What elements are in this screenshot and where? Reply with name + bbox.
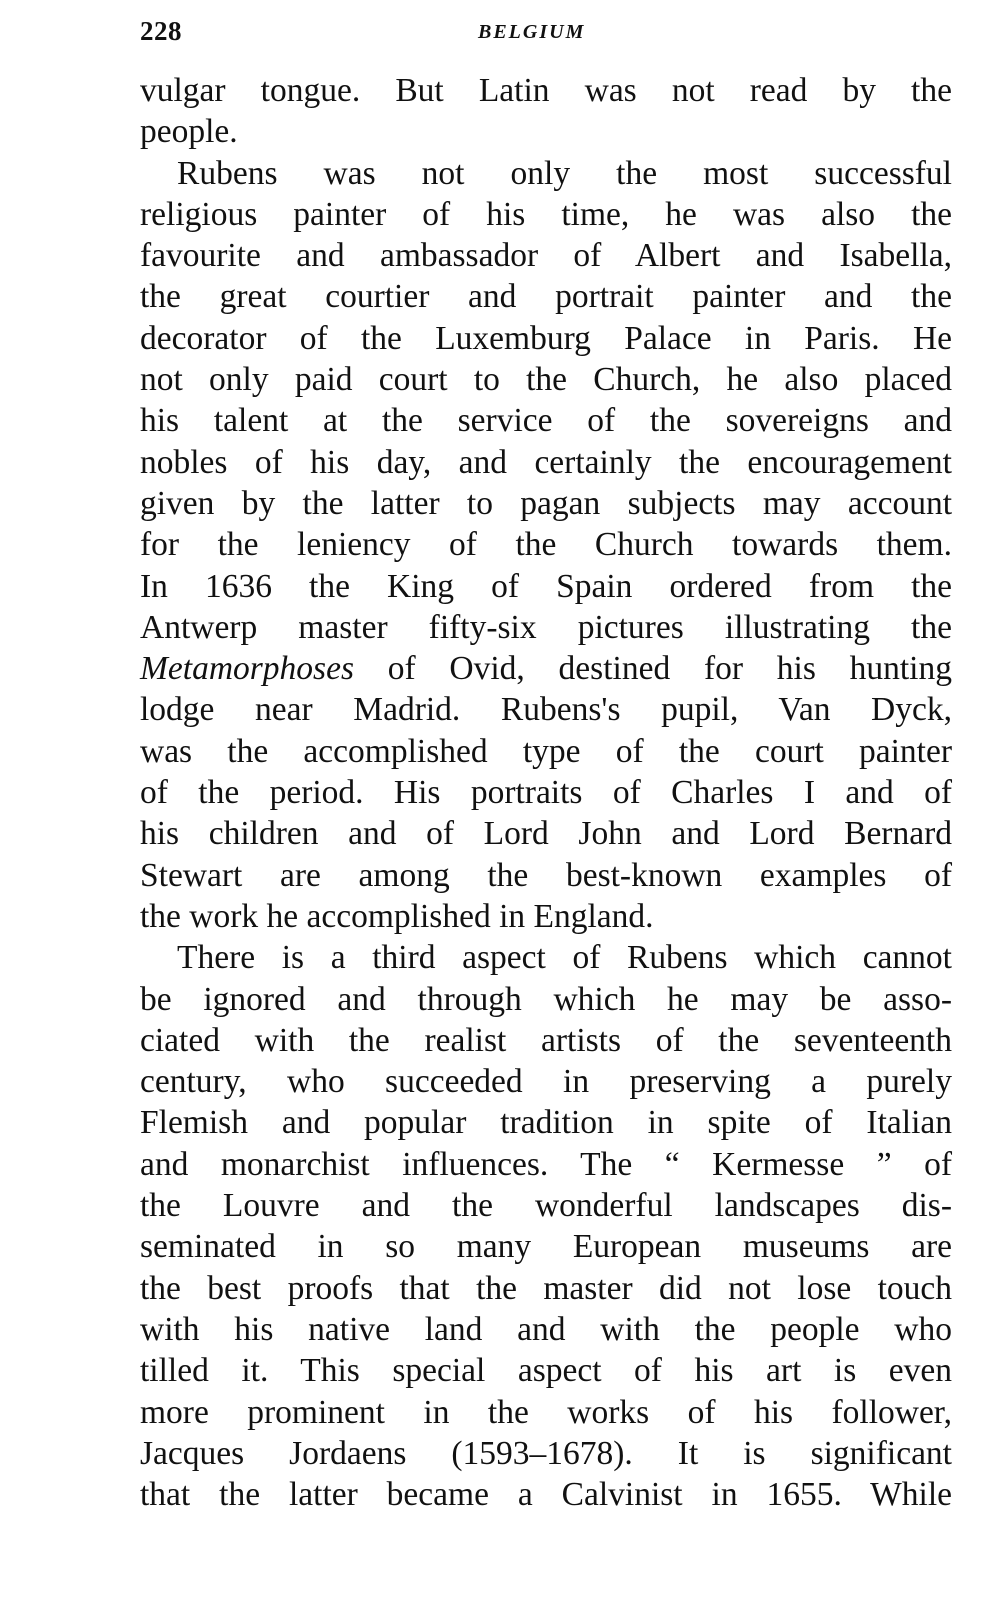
text-line: for the leniency of the Church towards them. xyxy=(140,526,952,564)
text-line: Jacques Jordaens (1593–1678). It is significant xyxy=(140,1434,952,1472)
text-line: tilled it. This special aspect of his art is even xyxy=(140,1352,952,1390)
text-line: of the period. His portraits of Charles I and of xyxy=(140,774,952,812)
text-line: There is a third aspect of Rubens which cannot xyxy=(177,939,952,977)
text-line: more prominent in the works of his follower, xyxy=(140,1393,952,1431)
text-line: In 1636 the King of Spain ordered from the xyxy=(140,567,952,605)
text-line: the work he accomplished in England. xyxy=(140,897,654,935)
text-line: the best proofs that the master did not lose touch xyxy=(140,1269,952,1307)
text-line: Stewart are among the best-known examples of xyxy=(140,856,952,894)
text-line: was the accomplished type of the court painter xyxy=(140,732,952,770)
text-line: Antwerp master fifty-six pictures illustrating the xyxy=(140,608,952,646)
text-line: decorator of the Luxemburg Palace in Paris. He xyxy=(140,319,952,357)
text-line: his children and of Lord John and Lord Bernard xyxy=(140,815,952,853)
text-line: given by the latter to pagan subjects may account xyxy=(140,484,952,522)
text-line: century, who succeeded in preserving a purely xyxy=(140,1063,952,1101)
text-line: with his native land and with the people who xyxy=(140,1310,952,1348)
body-text xyxy=(140,70,952,1515)
page-number: 228 xyxy=(140,16,182,46)
text-line: his talent at the service of the sovereigns and xyxy=(140,402,952,440)
running-head: BELGIUM xyxy=(478,21,586,43)
text-line: vulgar tongue. But Latin was not read by the xyxy=(140,72,952,109)
text-line: lodge near Madrid. Rubens's pupil, Van Dyck, xyxy=(140,691,952,729)
text-line: the great courtier and portrait painter and the xyxy=(140,278,952,316)
text-line: and monarchist influences. The “ Kermesse ” of xyxy=(140,1145,952,1183)
text-line: people. xyxy=(140,113,238,151)
text-line: favourite and ambassador of Albert and Isabella, xyxy=(140,237,952,275)
text-line: seminated in so many European museums are xyxy=(140,1228,952,1266)
italic-title: Metamorphoses xyxy=(140,650,355,688)
text-line: not only paid court to the Church, he also placed xyxy=(140,361,952,399)
text-line: nobles of his day, and certainly the encouragement xyxy=(140,443,952,481)
text-line: religious painter of his time, he was also the xyxy=(140,195,952,233)
text-line: that the latter became a Calvinist in 1655. While xyxy=(140,1476,952,1514)
text-line: the Louvre and the wonderful landscapes dis- xyxy=(140,1187,952,1225)
text-line: Flemish and popular tradition in spite of Italian xyxy=(140,1104,952,1142)
text-line: be ignored and through which he may be asso- xyxy=(140,980,952,1018)
line-rest: of Ovid, destined for his hunting xyxy=(354,650,952,688)
text-line: Rubens was not only the most successful xyxy=(177,154,952,192)
text-line: ciated with the realist artists of the seventeenth xyxy=(140,1021,952,1059)
text-line xyxy=(140,648,952,689)
page-header xyxy=(140,12,952,52)
